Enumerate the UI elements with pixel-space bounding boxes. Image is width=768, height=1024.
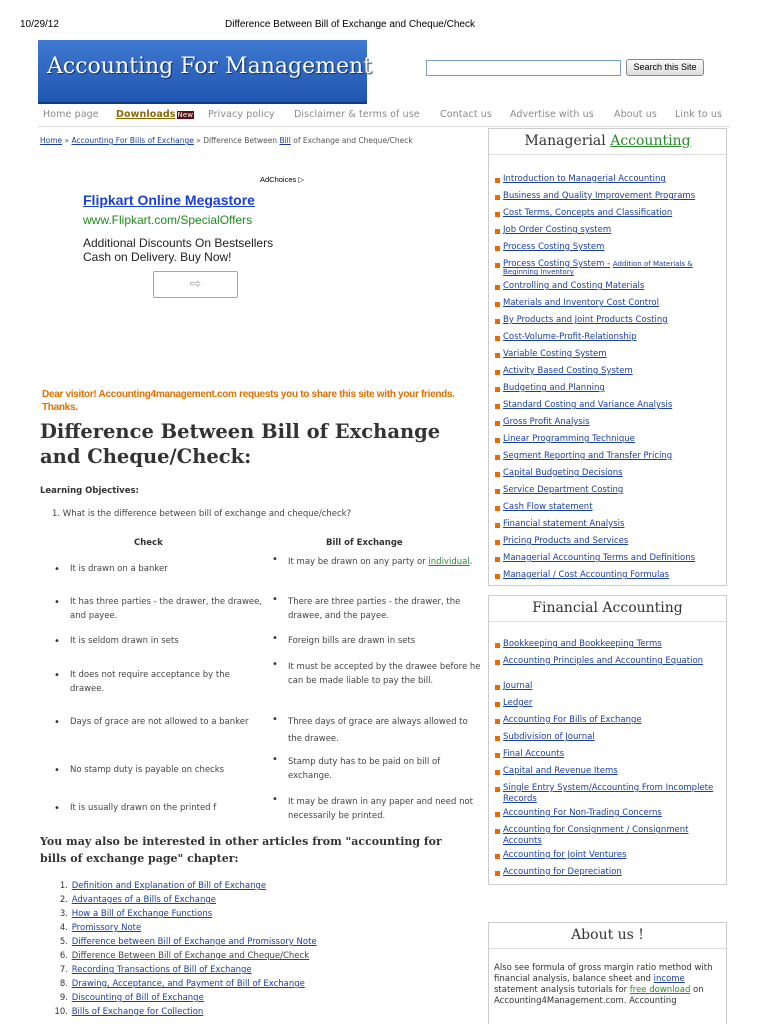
list-item — [40, 951, 470, 965]
sidebar-item[interactable] — [489, 536, 726, 553]
bill-cell: • It may be drawn in any paper and need not necessarily be printed. — [272, 796, 482, 823]
sidebar-item[interactable] — [489, 732, 726, 749]
bill-cell: • Three days of grace are always allowed to the drawee. — [272, 714, 482, 748]
adchoices-icon: ▷ — [298, 175, 305, 184]
sidebar-link[interactable]: Cost Terms, Concepts and Classification — [503, 208, 673, 218]
article-title: Difference Between Bill of Exchange and Cheque/Check: — [40, 420, 441, 468]
check-cell: • It is usually drawn on the printed f — [54, 802, 264, 816]
list-number: 10. — [54, 1007, 68, 1017]
ad-arrow-button[interactable]: ⇨ — [153, 271, 238, 298]
about-text-part: statement analysis tutorials for — [494, 985, 630, 995]
sidebar-link[interactable]: Accounting for Joint Ventures — [503, 850, 627, 860]
sidebar-item[interactable] — [489, 681, 726, 698]
list-number: 5. — [59, 937, 68, 947]
print-date: 10/29/12 — [20, 19, 59, 30]
related-article-link[interactable]: Definition and Explanation of Bill of Exchange — [71, 881, 267, 891]
sidebar-item[interactable] — [489, 485, 726, 502]
sidebar-item[interactable] — [489, 281, 726, 298]
sidebar-item[interactable] — [489, 417, 726, 434]
related-article-link[interactable]: Difference Between Bill of Exchange and Cheque/Check — [71, 951, 310, 961]
managerial-accounting-list — [489, 155, 726, 587]
bill-cell: • Stamp duty has to be paid on bill of exchange. — [272, 756, 482, 783]
related-article-link[interactable]: How a Bill of Exchange Functions — [71, 909, 213, 919]
sidebar-item[interactable] — [489, 553, 726, 570]
related-article-link[interactable]: Difference between Bill of Exchange and Promissory Note — [71, 937, 317, 947]
check-cell: • It is seldom drawn in sets — [54, 635, 264, 649]
sidebar-link[interactable]: Journal — [503, 681, 533, 691]
sidebar-item[interactable] — [489, 315, 726, 332]
free-download-link[interactable]: free download — [629, 985, 691, 995]
bill-cell: • Foreign bills are drawn in sets — [272, 635, 482, 649]
breadcrumb-bill-link[interactable]: Bill — [279, 136, 291, 145]
check-cell: • It has three parties - the drawer, the drawee, and payee. — [54, 596, 264, 623]
sidebar-link[interactable]: Cost-Volume-Profit-Relationship — [503, 332, 637, 342]
new-badge: New — [177, 111, 194, 119]
column-header-bill: Bill of Exchange — [326, 538, 403, 548]
related-articles-heading: You may also be interested in other articles from "accounting for bills of exchange page" chapter: — [40, 835, 442, 865]
sidebar-item[interactable] — [489, 366, 726, 383]
sidebar-link[interactable]: Accounting For Non-Trading Concerns — [503, 808, 662, 818]
sidebar-link[interactable]: By Products and Joint Products Costing — [503, 315, 668, 325]
income-link[interactable]: income — [653, 974, 685, 984]
sidebar-item[interactable] — [489, 332, 726, 349]
ad-text — [83, 236, 273, 264]
nav-disclaimer[interactable]: Disclaimer & terms of use — [294, 109, 420, 120]
nav-downloads-label: Downloads — [116, 109, 176, 120]
sidebar-item[interactable] — [489, 434, 726, 451]
sidebar-item[interactable] — [489, 502, 726, 519]
ad-url[interactable]: www.Flipkart.com/SpecialOffers — [83, 213, 253, 227]
list-number: 9. — [59, 993, 68, 1003]
sidebar-link[interactable]: Variable Costing System — [503, 349, 607, 359]
sidebar-item[interactable] — [489, 850, 726, 867]
sidebar-sublink[interactable]: Addition of Materials & Beginning Inventory — [503, 260, 693, 276]
sidebar-item[interactable] — [489, 349, 726, 366]
breadcrumb-current-suffix: of Exchange and Cheque/Check — [290, 136, 413, 145]
list-item — [40, 909, 470, 923]
sidebar-link[interactable]: Bookkeeping and Bookkeeping Terms — [503, 639, 662, 649]
about-us-text — [489, 949, 726, 1012]
sidebar-item[interactable] — [489, 242, 726, 259]
sidebar-item[interactable] — [489, 867, 726, 884]
list-number: 3. — [59, 909, 68, 919]
sidebar-link[interactable]: Linear Programming Technique — [503, 434, 635, 444]
nav-about[interactable]: About us — [614, 109, 657, 120]
sidebar-item[interactable] — [489, 766, 726, 783]
sidebar-item[interactable] — [489, 698, 726, 715]
breadcrumb-section[interactable]: Accounting For Bills of Exchange — [71, 136, 194, 145]
sidebar-link[interactable]: Capital Budgeting Decisions — [503, 468, 623, 478]
breadcrumb-current-prefix: » Difference Between — [193, 136, 280, 145]
sidebar-item[interactable] — [489, 808, 726, 825]
list-item — [40, 993, 470, 1007]
ad-title[interactable]: Flipkart Online Megastore — [83, 192, 255, 208]
sidebar-item[interactable] — [489, 639, 726, 656]
ad-line-1: Additional Discounts On Bestsellers — [83, 236, 274, 250]
sidebar-link[interactable]: Capital and Revenue Items — [503, 766, 618, 776]
sidebar-item[interactable] — [489, 783, 726, 808]
related-article-link[interactable]: Bills of Exchange for Collection — [71, 1007, 204, 1017]
sidebar-link[interactable]: Financial statement Analysis — [503, 519, 625, 529]
sidebar-item[interactable] — [489, 570, 726, 587]
check-cell: • Days of grace are not allowed to a banker — [54, 714, 264, 731]
visitor-message: Dear visitor! Accounting4management.com requests you to share this site with your friends. Thanks. — [42, 389, 455, 413]
adchoices-label[interactable] — [260, 175, 304, 184]
managerial-accounting-title — [489, 129, 726, 155]
financial-accounting-list — [489, 622, 726, 884]
list-number: 7. — [59, 965, 68, 975]
list-item — [40, 937, 470, 951]
sidebar-item[interactable] — [489, 519, 726, 536]
sidebar-item[interactable] — [489, 656, 726, 681]
about-text-part: Also see formula of gross margin ratio method with financial analysis, balance sheet and — [494, 963, 713, 984]
sidebar-link[interactable]: Introduction to Managerial Accounting — [503, 174, 666, 184]
site-logo[interactable] — [38, 40, 372, 104]
sidebar-item[interactable] — [489, 451, 726, 468]
sidebar-link[interactable]: Pricing Products and Services — [503, 536, 629, 546]
related-article-link[interactable]: Advantages of a Bills of Exchange — [71, 895, 216, 905]
box-title-text: Managerial — [524, 133, 611, 149]
sidebar-link[interactable]: Segment Reporting and Transfer Pricing — [503, 451, 673, 461]
column-header-check: Check — [134, 538, 163, 548]
nav-bar — [38, 105, 730, 127]
print-title: Difference Between Bill of Exchange and Cheque/Check — [225, 19, 475, 30]
sidebar-item[interactable] — [489, 191, 726, 208]
sidebar-item[interactable] — [489, 208, 726, 225]
about-us-box — [488, 922, 727, 1024]
print-header — [0, 19, 768, 33]
nav-link-to-us[interactable]: Link to us — [675, 109, 723, 120]
about-us-title: About us ! — [489, 923, 726, 949]
nav-contact[interactable]: Contact us — [440, 109, 492, 120]
sidebar-link[interactable]: Gross Profit Analysis — [503, 417, 590, 427]
list-item — [40, 979, 470, 993]
sidebar-link[interactable]: Final Accounts — [503, 749, 565, 759]
sidebar-link[interactable]: Managerial / Cost Accounting Formulas — [503, 570, 670, 580]
list-number: 4. — [59, 923, 68, 933]
learning-objective-item: 1. What is the difference between bill of exchange and cheque/check? — [52, 509, 352, 519]
managerial-accounting-box — [488, 128, 727, 586]
sidebar-item[interactable] — [489, 298, 726, 315]
sidebar-link[interactable]: Activity Based Costing System — [503, 366, 633, 376]
sidebar-link[interactable]: Standard Costing and Variance Analysis — [503, 400, 673, 410]
sidebar-link[interactable]: Service Department Costing — [503, 485, 624, 495]
sidebar-item[interactable] — [489, 225, 726, 242]
list-number: 8. — [59, 979, 68, 989]
list-item — [40, 881, 470, 895]
list-item — [40, 1007, 470, 1021]
related-article-link[interactable]: Promissory Note — [71, 923, 142, 933]
sidebar-link[interactable]: Cash Flow statement — [503, 502, 593, 512]
sidebar-link[interactable]: Managerial Accounting Terms and Definitions — [503, 553, 696, 563]
breadcrumb-separator: » — [62, 136, 72, 145]
sidebar-item[interactable] — [489, 259, 726, 281]
related-article-link[interactable]: Drawing, Acceptance, and Payment of Bill of Exchange — [71, 979, 305, 989]
sidebar-link[interactable]: Controlling and Costing Materials — [503, 281, 645, 291]
check-cell: • No stamp duty is payable on checks — [54, 764, 264, 778]
financial-accounting-box — [488, 595, 727, 885]
search-button[interactable]: Search this Site — [626, 59, 704, 76]
sidebar-link[interactable]: Accounting Principles and Accounting Equation — [503, 656, 704, 666]
bill-cell: • It must be accepted by the drawee before he can be made liable to pay the bill. — [272, 661, 482, 688]
sidebar-link[interactable]: Subdivision of Journal — [503, 732, 595, 742]
about-text-part: on Accounting4Management.com. Accounting — [494, 985, 704, 1006]
financial-accounting-title: Financial Accounting — [489, 596, 726, 622]
sidebar-item[interactable] — [489, 400, 726, 417]
list-item — [40, 923, 470, 937]
sidebar-link[interactable]: Accounting For Bills of Exchange — [503, 715, 642, 725]
learning-objectives-heading: Learning Objectives: — [40, 486, 139, 496]
check-cell: • It is drawn on a banker — [54, 563, 264, 577]
sidebar-link[interactable]: Process Costing System - — [503, 259, 611, 269]
list-number: 6. — [59, 951, 68, 961]
related-article-link[interactable]: Discounting of Bill of Exchange — [71, 993, 204, 1003]
bill-cell-text: It may be drawn on any party or — [288, 557, 429, 567]
ad-line-2: Cash on Delivery. Buy Now! — [83, 250, 232, 264]
search-input[interactable] — [426, 60, 621, 76]
list-number: 2. — [59, 895, 68, 905]
individual-link[interactable]: individual — [428, 557, 470, 567]
site-logo-text: Accounting For Management — [47, 54, 372, 79]
sidebar-item[interactable] — [489, 468, 726, 485]
nav-advertise[interactable]: Advertise with us — [510, 109, 594, 120]
related-articles-list — [40, 881, 470, 1021]
sidebar-link[interactable]: Ledger — [503, 698, 533, 708]
sidebar-link[interactable]: Accounting for Depreciation — [503, 867, 622, 877]
sidebar-link[interactable]: Process Costing System — [503, 242, 605, 252]
breadcrumb-home[interactable]: Home — [40, 136, 63, 145]
list-item — [40, 895, 470, 909]
sidebar-item[interactable] — [489, 749, 726, 766]
sidebar-link[interactable]: Budgeting and Planning — [503, 383, 605, 393]
list-item — [40, 965, 470, 979]
check-cell: • It does not require acceptance by the drawee. — [54, 669, 264, 696]
sidebar-item[interactable] — [489, 825, 726, 850]
bill-cell-end: . — [469, 557, 473, 567]
nav-home[interactable]: Home page — [43, 109, 99, 120]
bill-cell: • There are three parties - the drawer, the drawee, and the payee. — [272, 596, 482, 623]
sidebar-link[interactable]: Business and Quality Improvement Programs — [503, 191, 696, 201]
sidebar-link[interactable]: Materials and Inventory Cost Control — [503, 298, 659, 308]
list-number: 1. — [59, 881, 68, 891]
sidebar-link[interactable]: Job Order Costing system — [503, 225, 612, 235]
related-article-link[interactable]: Recording Transactions of Bill of Exchange — [71, 965, 252, 975]
sidebar-item[interactable] — [489, 383, 726, 400]
sidebar-item[interactable] — [489, 715, 726, 732]
sidebar-link[interactable]: Accounting for Consignment / Consignment Accounts — [503, 825, 689, 846]
nav-downloads[interactable] — [116, 109, 194, 120]
adchoices-text: AdChoices — [260, 175, 297, 184]
breadcrumb — [40, 136, 413, 145]
bill-cell — [272, 556, 482, 570]
nav-privacy[interactable]: Privacy policy — [208, 109, 275, 120]
sidebar-item[interactable] — [489, 174, 726, 191]
sidebar-link[interactable]: Single Entry System/Accounting From Incomplete Records — [503, 783, 714, 804]
accounting-link[interactable]: Accounting — [610, 133, 691, 149]
